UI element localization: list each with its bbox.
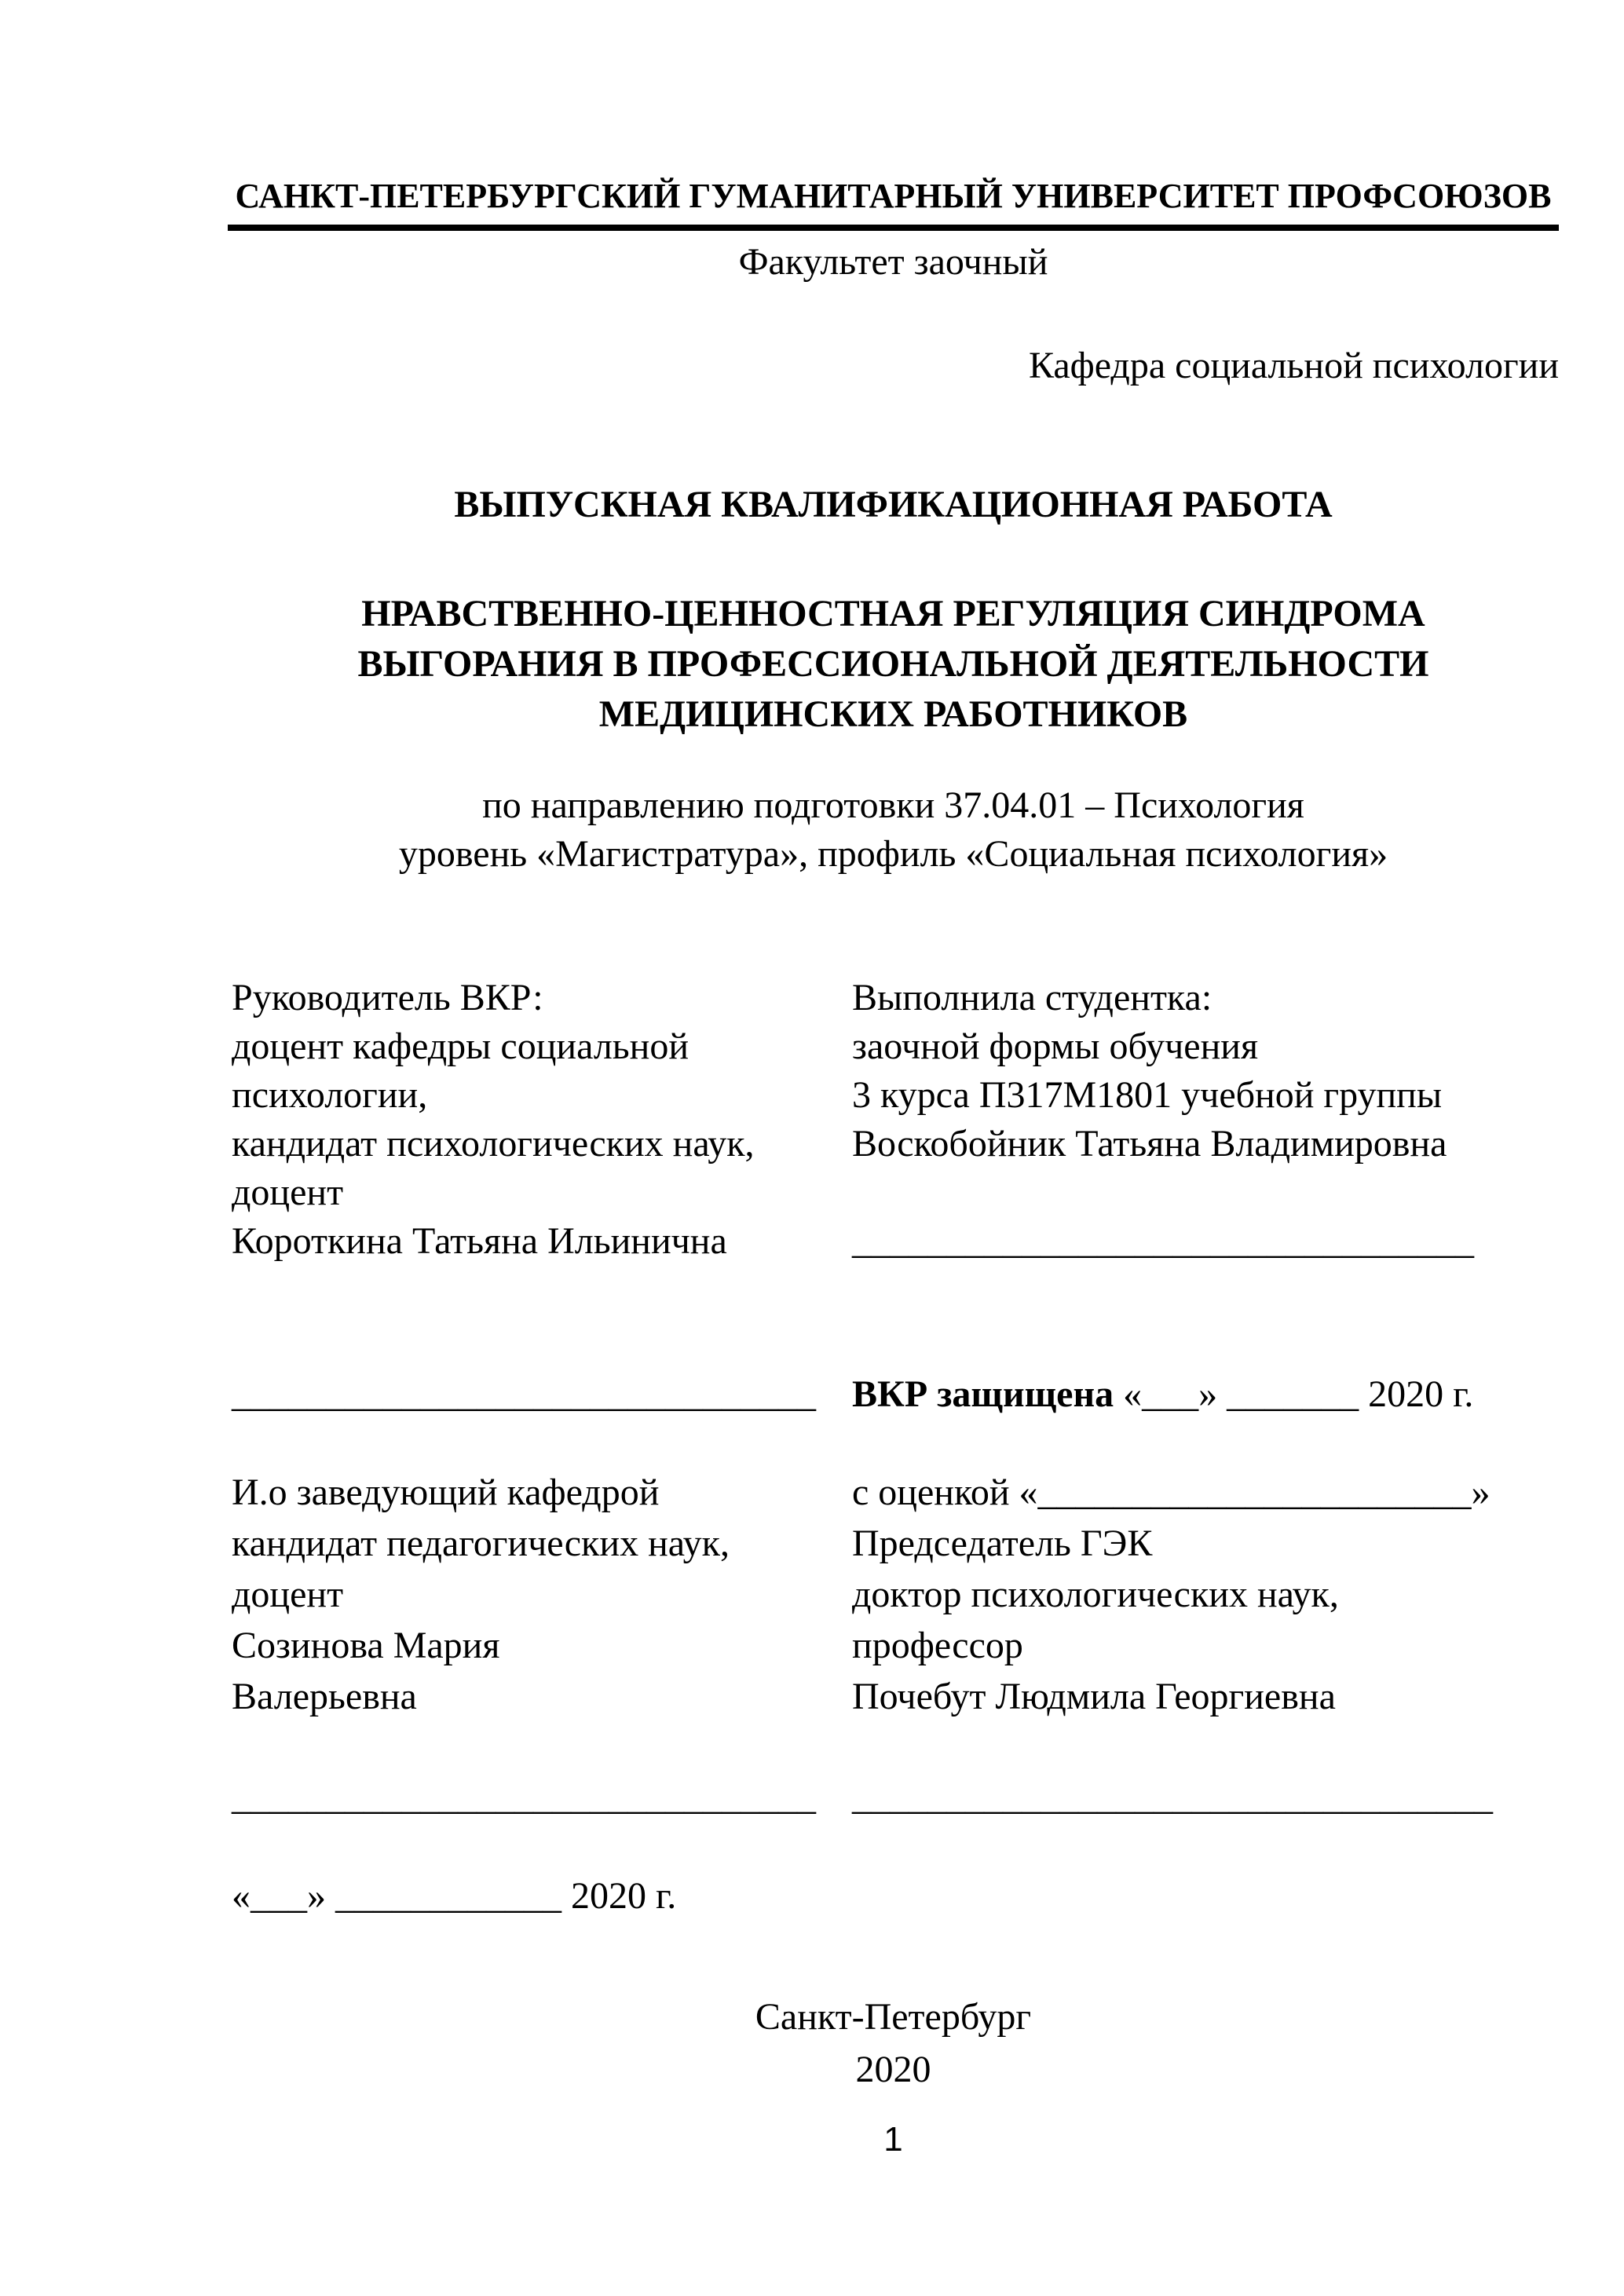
committee-chair-signature-line: __________________________________	[852, 1776, 1493, 1818]
committee-chair-role: Председатель ГЭК	[852, 1523, 1153, 1564]
thesis-title-line-1: НРАВСТВЕННО-ЦЕННОСТНАЯ РЕГУЛЯЦИЯ СИНДРОМА	[361, 593, 1425, 634]
program-direction: по направлению подготовки 37.04.01 – Психология	[482, 784, 1304, 826]
student-signature-line: _________________________________	[852, 1220, 1474, 1262]
supervisor-degree: кандидат психологических наук,	[232, 1123, 755, 1164]
city-line: Санкт-Петербург	[755, 1996, 1032, 2038]
committee-chair-degree: доктор психологических наук,	[852, 1574, 1339, 1615]
defense-line	[852, 1370, 1559, 1419]
student-block	[852, 974, 1559, 1168]
department-line: Кафедра социальной психологии	[1028, 345, 1559, 386]
grade-blank-line: с оценкой «_______________________»	[852, 1472, 1490, 1513]
defense-label: ВКР защищена	[852, 1373, 1114, 1415]
program-info	[228, 781, 1559, 879]
acting-head-name-2: Валерьевна	[232, 1676, 417, 1717]
committee-chair-name: Почебут Людмила Георгиевна	[852, 1676, 1336, 1717]
faculty-line: Факультет заочный	[738, 241, 1048, 283]
thesis-title-line-2: ВЫГОРАНИЯ В ПРОФЕССИОНАЛЬНОЙ ДЕЯТЕЛЬНОСТИ	[357, 643, 1429, 685]
supervisor-name: Короткина Татьяна Ильинична	[232, 1220, 727, 1262]
committee-chair-title: профессор	[852, 1625, 1023, 1666]
program-level-profile: уровень «Магистратура», профиль «Социальная психология»	[398, 833, 1388, 875]
date-blank-line: «___» ____________ 2020 г.	[232, 1875, 677, 1917]
acting-head-role: И.о заведующий кафедрой	[232, 1472, 660, 1513]
supervisor-title: доцент	[232, 1172, 344, 1213]
university-name: САНКТ-ПЕТЕРБУРГСКИЙ ГУМАНИТАРНЫЙ УНИВЕРСИТЕТ ПРОФСОЮЗОВ	[228, 174, 1559, 231]
supervisor-position-2: психологии,	[232, 1074, 428, 1116]
acting-head-title: доцент	[232, 1574, 344, 1615]
acting-head-name-1: Созинова Мария	[232, 1625, 500, 1666]
supervisor-role: Руководитель ВКР:	[232, 977, 543, 1018]
acting-head-signature-line: _______________________________	[232, 1776, 816, 1818]
year-line: 2020	[855, 2049, 931, 2090]
head-signature-line-top: _______________________________	[232, 1373, 816, 1415]
acting-head-degree: кандидат педагогических наук,	[232, 1523, 730, 1564]
acting-head-block	[232, 1467, 852, 1722]
page-number: 1	[883, 2120, 903, 2159]
supervisor-position-1: доцент кафедры социальной	[232, 1026, 689, 1067]
student-study-form: заочной формы обучения	[852, 1026, 1259, 1067]
work-type-heading: ВЫПУСКНАЯ КВАЛИФИКАЦИОННАЯ РАБОТА	[454, 484, 1333, 525]
defense-date-blank: «___» _______ 2020 г.	[1114, 1373, 1474, 1415]
thesis-title	[228, 589, 1559, 740]
thesis-title-line-3: МЕДИЦИНСКИХ РАБОТНИКОВ	[598, 693, 1188, 735]
grade-committee-block	[852, 1467, 1559, 1722]
supervisor-block	[232, 974, 852, 1266]
student-role: Выполнила студентка:	[852, 977, 1213, 1018]
student-name: Воскобойник Татьяна Владимировна	[852, 1123, 1447, 1164]
student-group: 3 курса П317М1801 учебной группы	[852, 1074, 1443, 1116]
